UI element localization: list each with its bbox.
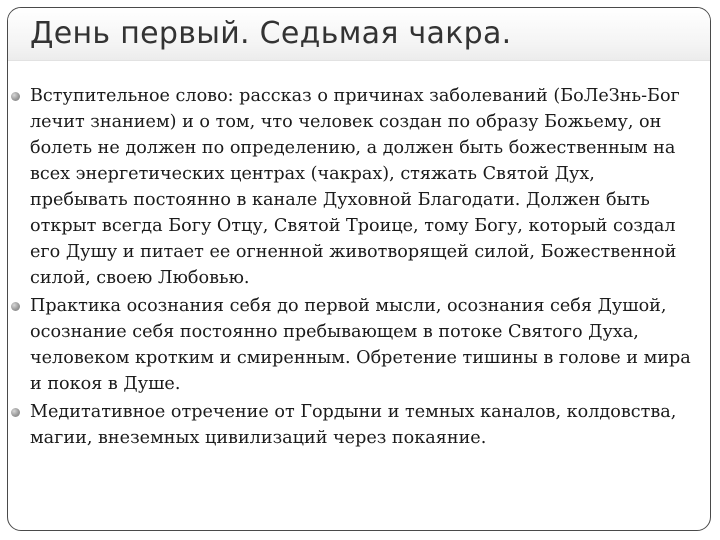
title-band [8, 8, 710, 61]
bullet-text: Практика осознания себя до первой мысли, осознания себя Душой, осознание себя постоянно пребывающем в потоке Святого Духа, человеком кротким и смиренным. Обретение тишины в голове и мира и покоя в Душе. [30, 296, 691, 394]
bullet-list [10, 83, 692, 453]
bullet-item-meditation [10, 399, 692, 451]
bullet-icon [11, 302, 20, 311]
bullet-item-practice [10, 293, 692, 397]
bullet-text: Вступительное слово: рассказ о причинах заболеваний (БоЛеЗнь-Бог лечит знанием) и о том, что человек создан по образу Божьему, он болеть не должен по определению, а должен быть божественным на всех энергетических центрах (чакрах), стяжать Святой Дух, пребывать постоянно в канале Духовной Благодати. Должен быть открыт всегда Богу Отцу, Святой Троице, тому Богу, который создал его Душу и питает ее огненной животворящей силой, Божественной силой, своею Любовью. [30, 86, 680, 288]
slide-title: День первый. Седьмая чакра. [30, 16, 512, 51]
bullet-icon [11, 92, 20, 101]
bullet-icon [11, 408, 20, 417]
bullet-item-intro [10, 83, 692, 291]
bullet-text: Медитативное отречение от Гордыни и темных каналов, колдовства, магии, внеземных цивилизаций через покаяние. [30, 402, 677, 448]
